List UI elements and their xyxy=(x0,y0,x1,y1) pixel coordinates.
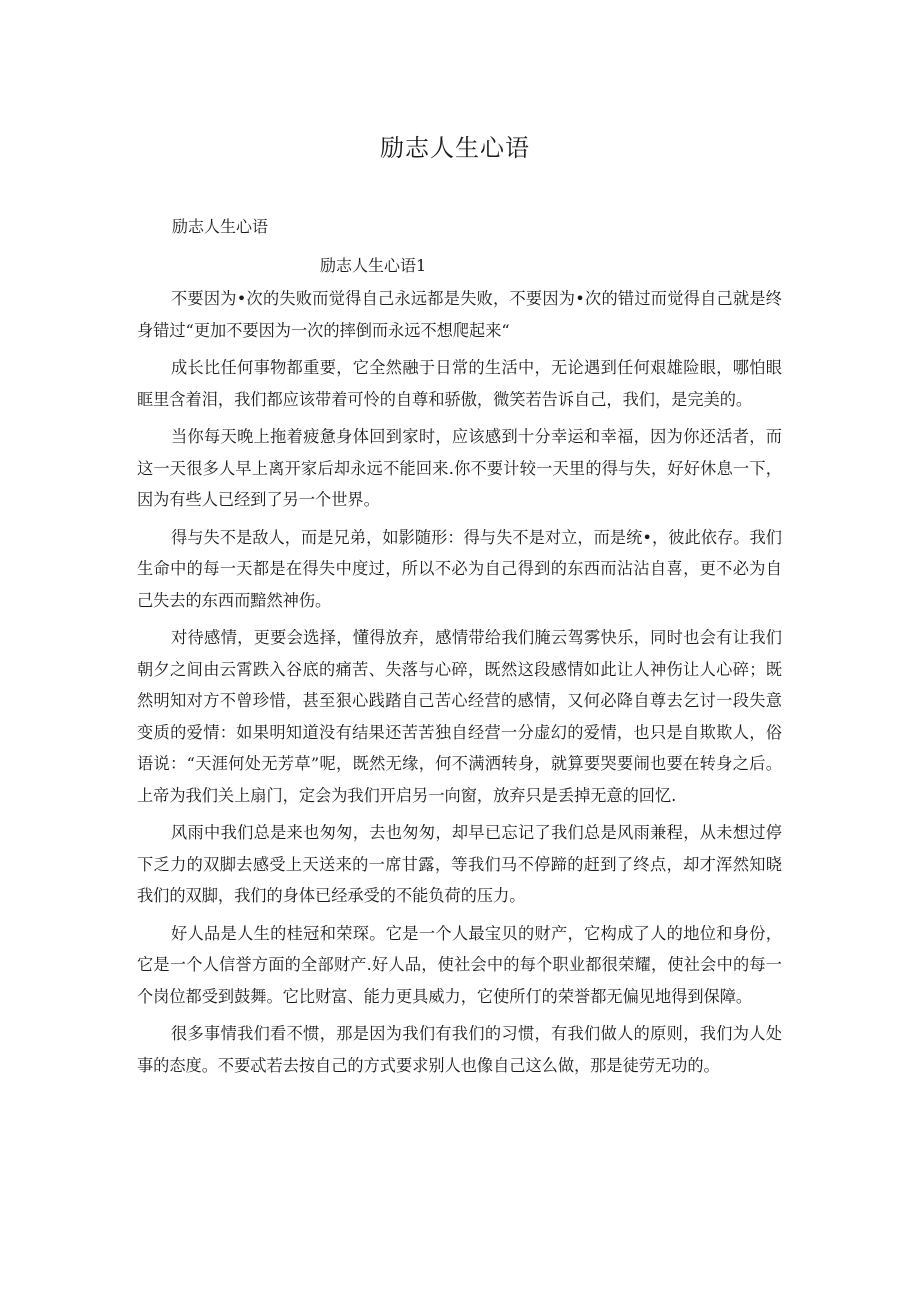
paragraph: 当你每天晚上拖着疲惫身体回到家时，应该感到十分幸运和幸福，因为你还活者，而这一天很多人早上离开家后却永远不能回来.你不要计较一天里的得与失，好好休息一下，因为有些人已经到了另一个世界。 xyxy=(137,427,782,509)
paragraph: 对待感情，更要会选择，懂得放弃，感情带给我们腌云驾雾快乐，同时也会有让我们朝夕之间由云霄跌入谷底的痛苦、失落与心碎，既然这段感情如此让人神伤让人心碎；既然明知对方不曾珍惜，甚至狠心践踏自己苦心经营的感情，又何必降自尊去乞讨一段失意变质的爱情：如果明知道没有结果还苦苦独自经营一分虚幻的爱情，也只是自欺欺人，俗语说：“天涯何处无芳草”呢，既然无缘，何不满洒转身，就算要哭要闹也要在转身之后。上帝为我们关上扇门，定会为我们开启另一向窗，放弃只是丢掉无意的回忆. xyxy=(137,628,782,805)
document-subtitle: 励志人生心语 xyxy=(172,217,269,236)
paragraph: 风雨中我们总是来也匆匆，去也匆匆，却早已忘记了我们总是风雨兼程，从未想过停下乏力的双脚去感受上天送来的一席甘露，等我们马不停蹄的赶到了终点，却才浑然知晓我们的双脚，我们的身体已经承受的不能负荷的压力。 xyxy=(137,823,782,905)
paragraph: 不要因为•次的失败而觉得自己永远都是失败，不要因为•次的错过而觉得自己就是终身错过“更加不要因为一次的摔倒而永远不想爬起来“ xyxy=(137,289,782,340)
body-text xyxy=(137,283,782,1087)
paragraph: 成长比任何事物都重要，它全然融于日常的生活中，无论遇到任何艰雄险眼，哪怕眼眶里含着泪，我们都应该带着可怜的自尊和骄傲，微笑若告诉自己，我们，是完美的。 xyxy=(137,358,782,409)
paragraph: 很多事情我们看不惯，那是因为我们有我们的习惯，有我们做人的原则，我们为人处事的态度。不要忒若去按自己的方式要求别人也像自己这么做，那是徒劳无功的。 xyxy=(137,1024,782,1075)
document-title: 励志人生心语 xyxy=(380,134,530,162)
section-heading: 励志人生心语1 xyxy=(320,256,427,275)
paragraph: 得与失不是敌人，而是兄弟，如影随形：得与失不是对立，而是统•，彼此依存。我们生命中的每一天都是在得失中度过，所以不必为自己得到的东西而沾沾自喜，更不必为自己失去的东西而黯然神伤。 xyxy=(137,527,782,610)
paragraph: 好人品是人生的桂冠和荣琛。它是一个人最宝贝的财产，它构成了人的地位和身份，它是一个人信誉方面的全部财产.好人品，使社会中的每个职业都很荣耀，使社会中的每一个岗位都受到鼓舞。它比财富、能力更具威力，它使所仃的荣誉都无偏见地得到保障。 xyxy=(137,923,782,1006)
